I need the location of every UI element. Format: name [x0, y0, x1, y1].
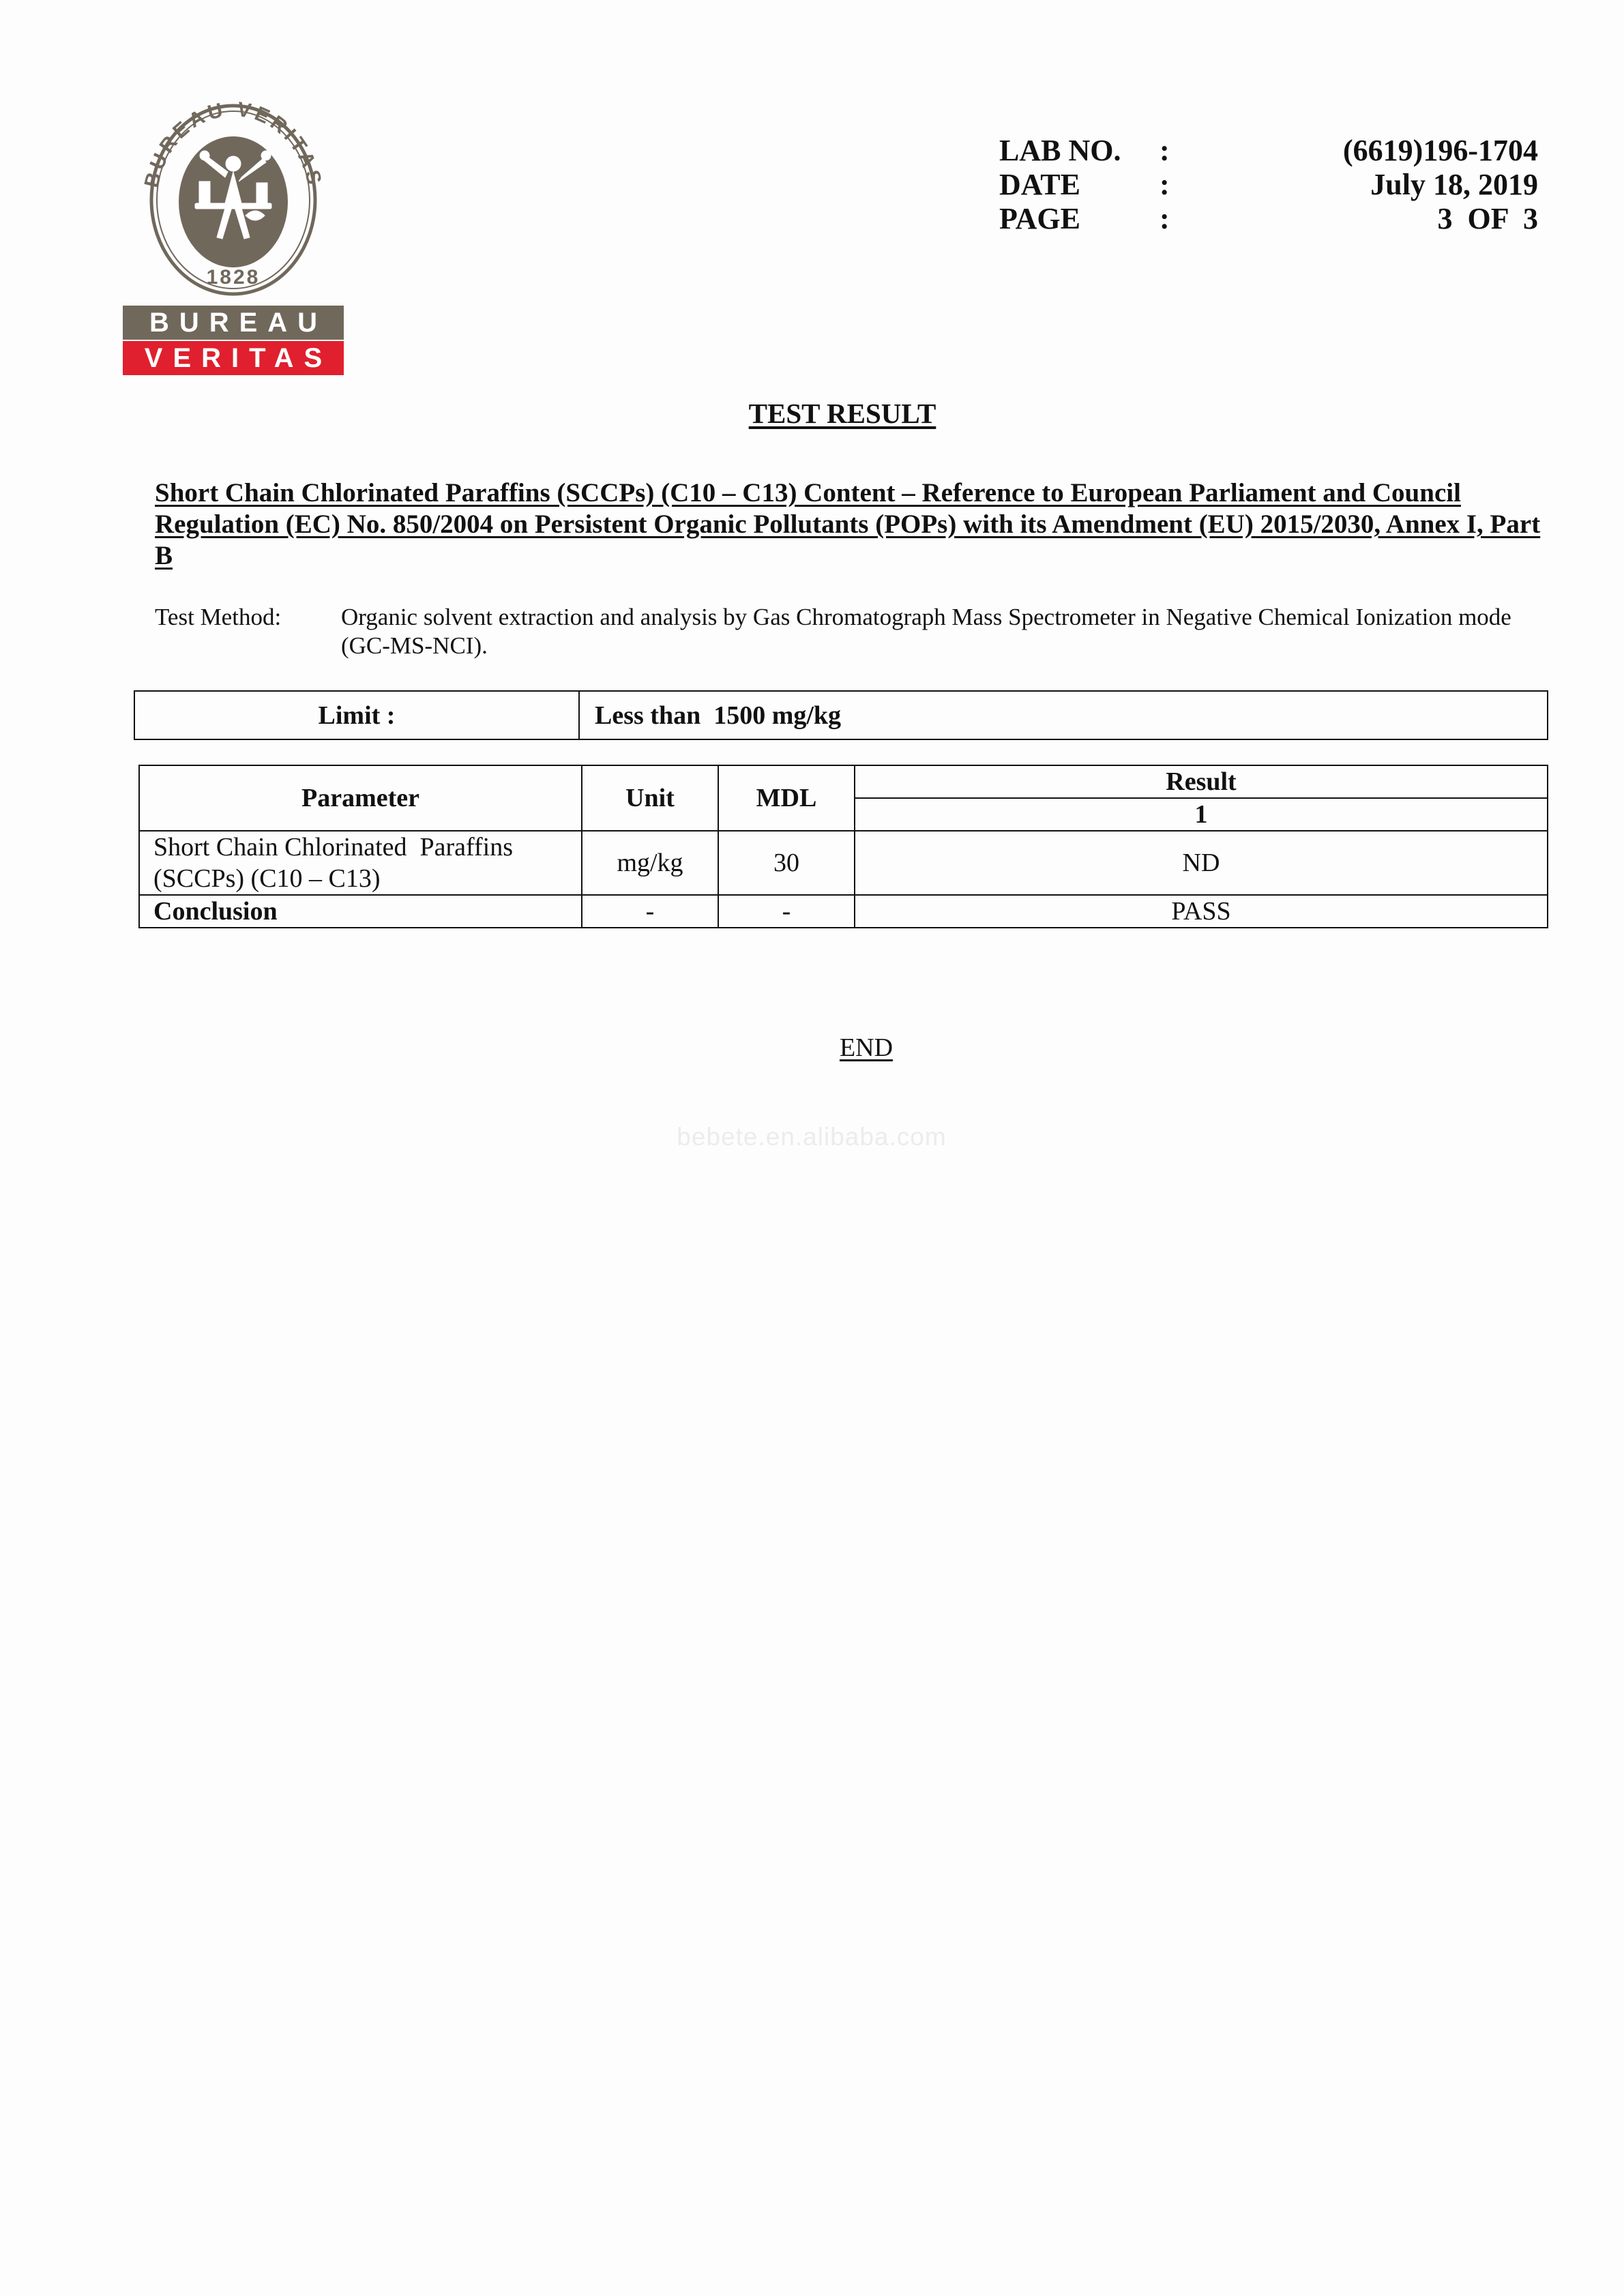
conclusion-label: Conclusion [139, 895, 582, 928]
header-result: Result [855, 765, 1548, 798]
end-mark: END [839, 1033, 894, 1062]
page-row [999, 202, 1538, 236]
date-row [999, 168, 1538, 202]
results-table [138, 765, 1548, 928]
limit-table [134, 690, 1548, 740]
header-parameter: Parameter [139, 765, 582, 831]
header-mdl: MDL [718, 765, 855, 831]
page-value: 3 OF 3 [1437, 202, 1538, 235]
svg-text:BUREAU VERITAS: BUREAU VERITAS [140, 101, 327, 190]
result-cell: ND [855, 831, 1548, 895]
conclusion-unit: - [582, 895, 718, 928]
test-method-label: Test Method: [155, 604, 282, 630]
parameter-line-1: Short Chain Chlorinated Paraffins [153, 833, 514, 862]
seal-year: 1828 [206, 266, 261, 289]
page-colon: : [1160, 202, 1170, 235]
watermark: bebete.en.alibaba.com [677, 1123, 947, 1151]
table-header-row [139, 765, 1548, 798]
page-title: TEST RESULT [748, 398, 936, 429]
header-unit: Unit [582, 765, 718, 831]
date-value: July 18, 2019 [1370, 168, 1538, 201]
test-subject: Short Chain Chlorinated Paraffins (SCCPs) (C10 – C13) Content – Reference to European Parliament and Council Regulation (EC) No. 850/2004 on Persistent Organic Pollutants (POPs) with its Amendment (EU) 2015/2030, Annex I, Part B [155, 478, 1541, 570]
page-label: PAGE [999, 202, 1080, 235]
bureau-veritas-seal-icon [123, 101, 344, 299]
conclusion-result: PASS [855, 895, 1548, 928]
company-logo [123, 101, 344, 377]
parameter-line-2: (SCCPs) (C10 – C13) [153, 864, 381, 893]
unit-cell: mg/kg [582, 831, 718, 895]
logo-bar-bureau: BUREAU [123, 306, 344, 340]
lab-no-label: LAB NO. [999, 134, 1121, 167]
lab-no-value: (6619)196-1704 [1343, 134, 1538, 167]
logo-bar-veritas: VERITAS [123, 341, 344, 375]
limit-value: Less than 1500 mg/kg [579, 691, 1548, 739]
limit-row [134, 691, 1548, 739]
conclusion-mdl: - [718, 895, 855, 928]
test-method-text: Organic solvent extraction and analysis by Gas Chromatograph Mass Spectrometer in Negative Chemical Ionization mode (GC-MS-NCI). [341, 604, 1511, 659]
lab-no-row [999, 134, 1538, 168]
header-result-sub: 1 [855, 798, 1548, 831]
mdl-cell: 30 [718, 831, 855, 895]
parameter-cell [139, 831, 582, 895]
conclusion-row [139, 895, 1548, 928]
table-row [139, 831, 1548, 895]
limit-label: Limit : [134, 691, 579, 739]
lab-no-colon: : [1160, 134, 1170, 167]
date-colon: : [1160, 168, 1170, 201]
date-label: DATE [999, 168, 1080, 201]
report-meta [999, 134, 1538, 236]
